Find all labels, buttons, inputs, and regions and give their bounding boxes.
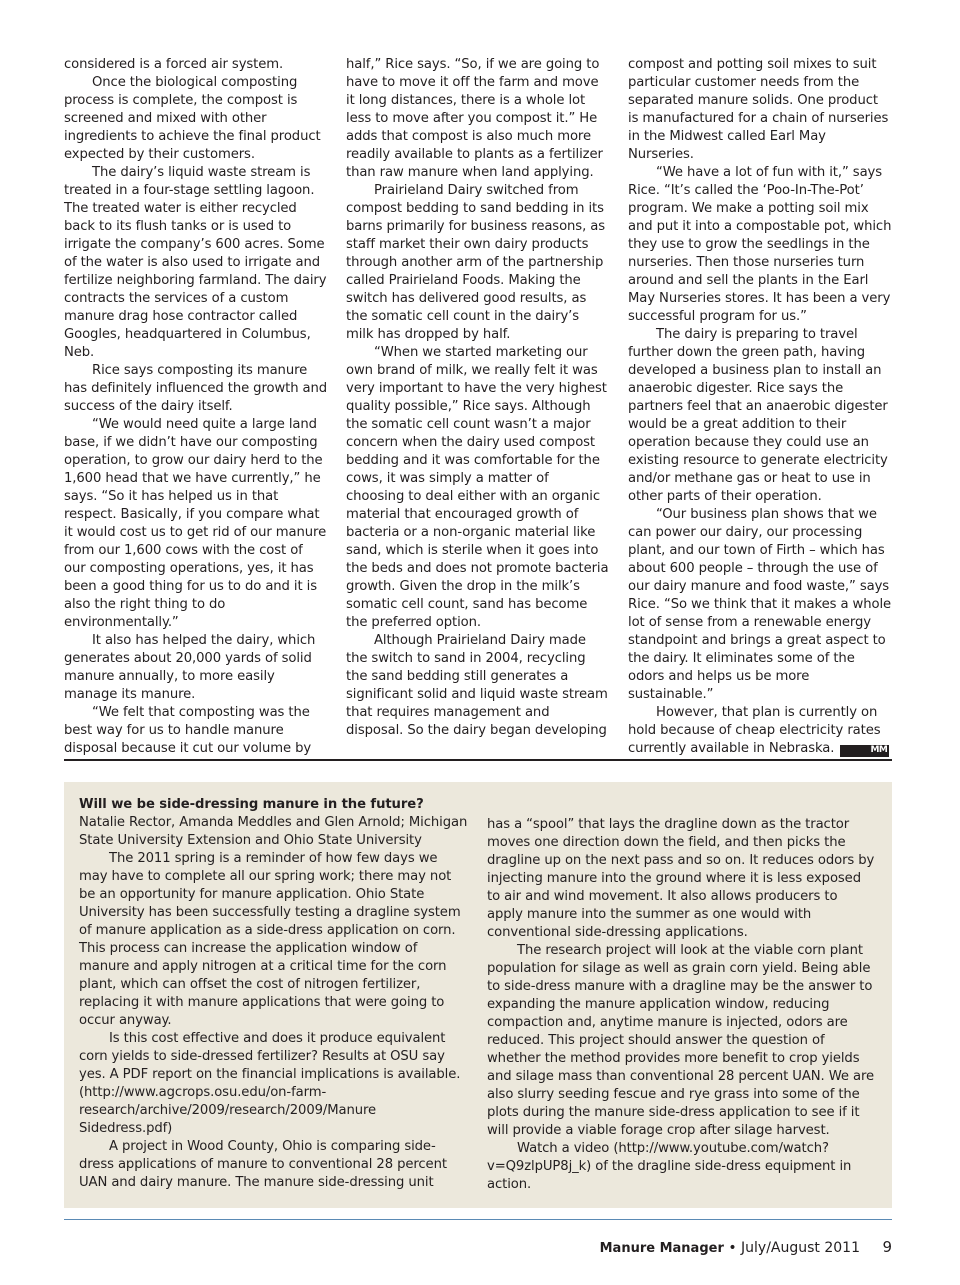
footer-divider [64, 1219, 892, 1220]
sidebar-title: Will we be side-dressing manure in the future? [79, 797, 424, 812]
sidebar-box [64, 782, 892, 1208]
article-column-2 [346, 56, 610, 740]
paragraph: Once the biological composting process is complete, the compost is screened and mixed with other ingredients to achieve the final product expected by their customers. [64, 75, 321, 162]
paragraph: “Our business plan shows that we can power our dairy, our processing plant, and our town of Firth – which has about 600 people – through the use of our dairy manure and food waste,” says Rice. “So we think that it makes a whole lot of sense from a renewable energy standpoint and brings a great aspect to the dairy. It eliminates some of the odors and helps us be more sustainable.” [628, 507, 892, 702]
end-mark-logo: MM [840, 745, 889, 757]
divider [64, 759, 892, 761]
paragraph: compost and potting soil mixes to suit particular customer needs from the separated manure solids. One product is manufactured for a chain of nurseries in the Midwest called Earl May Nurseries. [628, 57, 889, 162]
sidebar-column-1 [79, 796, 469, 1192]
paragraph: half,” Rice says. “So, if we are going to have to move it off the farm and move it long distances, there is a whole lot less to move after you compost it.” He adds that compost is also much more readily available to plants as a fertilizer than raw manure when land applying. [346, 57, 603, 180]
paragraph: The 2011 spring is a reminder of how few days we may have to complete all our spring work; there may not be an opportunity for manure application. Ohio State University has been successfully testing a dragline system of manure application as a side-dress application on corn. This process can increase the application window of manure and apply nitrogen at a critical time for the corn plant, which can offset the cost of nitrogen fertilizer, replacing it with manure applications that were going to occur anyway. [79, 851, 461, 1028]
page-footer [600, 1238, 892, 1258]
paragraph-text: However, that plan is currently on hold because of cheap electricity rates currently available in Nebraska. [628, 705, 881, 756]
page-number: 9 [882, 1238, 892, 1256]
paragraph: has a “spool” that lays the dragline down as the tractor moves one direction down the field, and then picks the dragline up on the next pass and so on. It reduces odors by injecting manure into the ground where it is less exposed to air and wind movement. It also allows producers to apply manure into the summer as one would with conventional side-dressing applications. [487, 817, 875, 940]
paragraph: “We felt that composting was the best way for us to handle manure disposal because it cut our volume by [64, 705, 312, 756]
paragraph: “When we started marketing our own brand of milk, we really felt it was very important to have the very highest quality possible,” Rice says. Although the somatic cell count wasn’t a major concern when the dairy used compost bedding and it was comfortable for the cows, it was simply a matter of choosing to deal either with an organic material that encouraged growth of bacteria or a non-organic material like sand, which is sterile when it goes into the beds and does not promote bacteria growth. Given the drop in the milk’s somatic cell count, sand has become the preferred option. [346, 345, 609, 630]
paragraph: The dairy’s liquid waste stream is treated in a four-stage settling lagoon. The treated water is either recycled back to its flush tanks or is used to irrigate the company’s 600 acres. Some of the water is also used to irrigate and fertilize neighboring farmland. The dairy contracts the services of a custom manure drag hose contractor called Googles, headquartered in Columbus, Neb. [64, 165, 327, 360]
paragraph: Prairieland Dairy switched from compost bedding to sand bedding in its barns primarily for business reasons, as staff market their own dairy products through another arm of the partnership called Prairieland Foods. Making the switch has delivered good results, as the somatic cell count in the dairy’s milk has dropped by half. [346, 183, 606, 342]
sidebar-column-2 [487, 816, 877, 1194]
article-column-3 [628, 56, 892, 758]
paragraph: A project in Wood County, Ohio is comparing side-dress applications of manure to conventional 28 percent UAN and dairy manure. The manure side-dressing unit [79, 1139, 447, 1190]
article-column-1 [64, 56, 328, 758]
paragraph: Although Prairieland Dairy made the switch to sand in 2004, recycling the sand bedding still generates a significant solid and liquid waste stream that requires management and disposal. So the dairy began developing [346, 633, 608, 738]
last-paragraph [628, 704, 892, 758]
paragraph: It also has helped the dairy, which generates about 20,000 yards of solid manure annually, to more easily manage its manure. [64, 633, 316, 702]
footer-separator: • [728, 1240, 737, 1256]
paragraph: Watch a video (http://www.youtube.com/watch?v=Q9zlpUP8j_k) of the dragline side-dress equipment in action. [487, 1141, 852, 1192]
paragraph: Rice says composting its manure has definitely influenced the growth and success of the dairy itself. [64, 363, 328, 414]
paragraph: The dairy is preparing to travel further down the green path, having developed a business plan to install an anaerobic digester. Rice says the partners feel that an anaerobic digester would be a great addition to their operation because they could use an existing resource to generate electricity and/or methane gas or heat to use in other parts of their operation. [628, 327, 888, 504]
paragraph: “We would need quite a large land base, if we didn’t have our composting operation, to grow our dairy herd to the 1,600 head that we have currently,” he says. “So it has helped us in that respect. Basically, if you compare what it would cost us to get rid of our manure from our 1,600 cows with the cost of our composting operations, yes, it has been a good thing for us to do and it is also the right thing to do environmentally.” [64, 417, 327, 630]
paragraph: The research project will look at the viable corn plant population for silage as well as grain corn yield. Being able to side-dress manure with a dragline may be the answer to expanding the manure application window, reducing compaction and, anytime manure is injected, odors are reduced. This project should answer the question of whether the method provides more benefit to crop yields and silage mass than conventional 28 percent UAN. We are also slurry seeding fescue and rye grass into some of the plots during the manure side-dress application to see if it will provide a viable forage crop after silage harvest. [487, 943, 875, 1138]
issue-date: July/August 2011 [741, 1240, 860, 1256]
sidebar-authors: Natalie Rector, Amanda Meddles and Glen Arnold; Michigan State University Extension and Ohio State University [79, 815, 468, 848]
paragraph: considered is a forced air system. [64, 57, 284, 72]
paragraph: Is this cost effective and does it produce equivalent corn yields to side-dressed fertilizer? Results at OSU say yes. A PDF report on the financial implications is available. (http://www.agcrops.osu.edu/on-farm-research/archive/2009/research/2009/Manure Sidedress.pdf) [79, 1031, 461, 1136]
paragraph: “We have a lot of fun with it,” says Rice. “It’s called the ‘Poo-In-The-Pot’ program. We make a potting soil mix and put it into a compostable pot, which they use to grow the seedlings in the nurseries. Then those nurseries turn around and sell the plants in the Earl May Nurseries stores. It has been a very successful program for us.” [628, 165, 892, 324]
magazine-name: Manure Manager [599, 1241, 724, 1256]
